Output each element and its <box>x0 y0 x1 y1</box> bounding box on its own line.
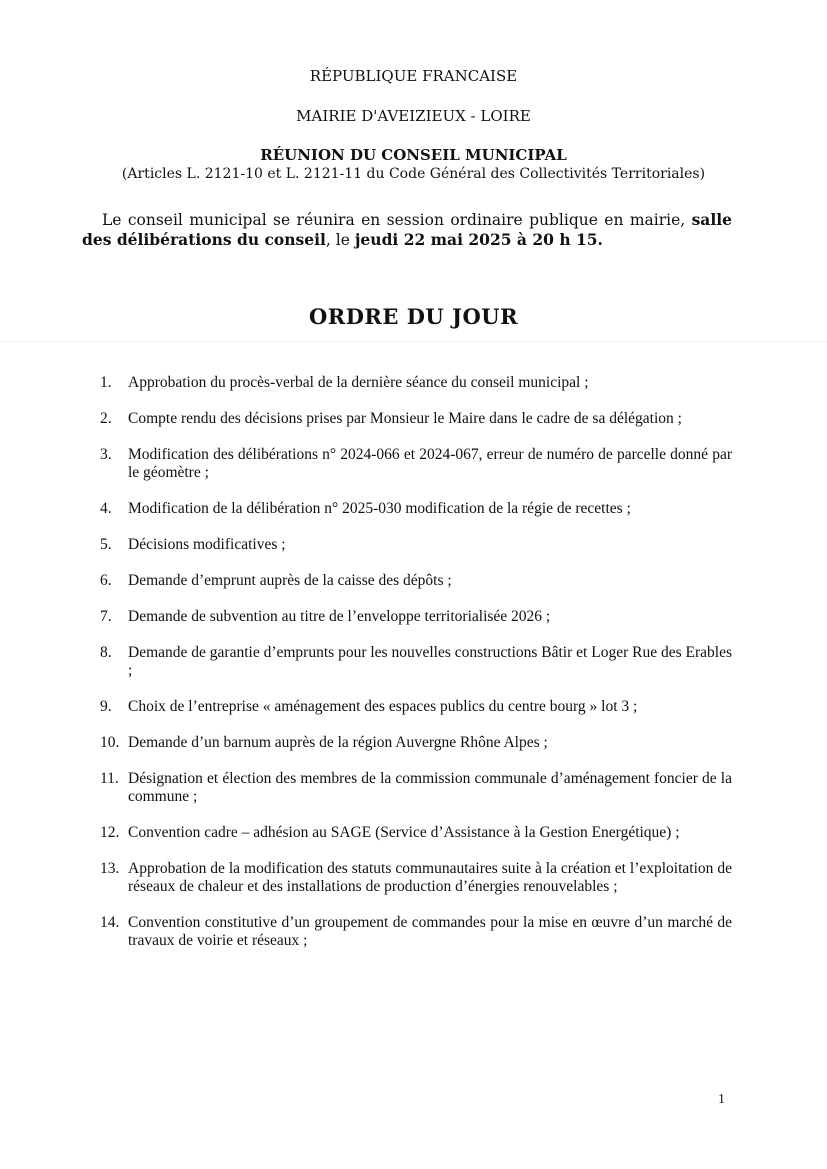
agenda-item <box>78 500 732 518</box>
agenda-item-number <box>78 446 128 482</box>
agenda-item-number <box>78 770 128 806</box>
agenda-item <box>78 824 732 842</box>
agenda-item-text: Convention cadre – adhésion au SAGE (Service d’Assistance à la Gestion Energétique) ; <box>128 824 680 841</box>
agenda-item-text: Modification de la délibération n° 2025-030 modification de la régie de recettes ; <box>128 500 631 517</box>
agenda-item-number-label: 5. <box>100 536 112 553</box>
agenda-item-number-label: 8. <box>100 644 112 661</box>
agenda-item <box>78 608 732 626</box>
meeting-announcement <box>82 210 732 250</box>
announcement-text: Le conseil municipal se réunira en session ordinaire publique en mairie, <box>102 211 692 229</box>
agenda-item-text: Décisions modificatives ; <box>128 536 286 553</box>
page-number: 1 <box>718 1092 725 1107</box>
agenda-item-number-label: 3. <box>100 446 112 463</box>
agenda-item-text: Choix de l’entreprise « aménagement des espaces publics du centre bourg » lot 3 ; <box>128 698 638 715</box>
agenda-item-number-label: 12. <box>100 824 120 841</box>
agenda-item-number-label: 10. <box>100 734 120 751</box>
agenda-item-number <box>78 374 128 392</box>
agenda-item-text: Désignation et élection des membres de la commission communale d’aménagement foncier de la commune ; <box>128 770 732 805</box>
agenda-item-text: Approbation de la modification des statuts communautaires suite à la création et l’exploitation de réseaux de chaleur et des installations de production d’énergies renouvelables ; <box>128 860 732 895</box>
agenda-item-number-label: 9. <box>100 698 112 715</box>
agenda-item-number-label: 1. <box>100 374 112 391</box>
legal-articles-reference: (Articles L. 2121-10 et L. 2121-11 du Code Général des Collectivités Territoriales) <box>121 166 706 182</box>
agenda-item-number <box>78 860 128 896</box>
agenda-item-number <box>78 608 128 626</box>
agenda-item-text: Modification des délibérations n° 2024-066 et 2024-067, erreur de numéro de parcelle donné par le géomètre ; <box>128 446 732 481</box>
agenda-item-text: Approbation du procès-verbal de la dernière séance du conseil municipal ; <box>128 374 589 391</box>
agenda-item-number-label: 4. <box>100 500 112 517</box>
agenda-item-text: Compte rendu des décisions prises par Monsieur le Maire dans le cadre de sa délégation ; <box>128 410 682 427</box>
agenda-item <box>78 860 732 896</box>
agenda-item-number <box>78 644 128 680</box>
meeting-date-time: jeudi 22 mai 2025 à 20 h 15. <box>354 230 603 249</box>
agenda-item-number <box>78 824 128 842</box>
agenda-title: ORDRE DU JOUR <box>308 304 519 329</box>
agenda-item-text: Demande d’emprunt auprès de la caisse des dépôts ; <box>128 572 452 589</box>
agenda-item <box>78 914 732 950</box>
agenda-item-number <box>78 734 128 752</box>
agenda-item <box>78 572 732 590</box>
agenda-item <box>78 644 732 680</box>
agenda-item <box>78 734 732 752</box>
agenda-item-number <box>78 572 128 590</box>
agenda-item-text: Convention constitutive d’un groupement de commandes pour la mise en œuvre d’un marché de travaux de voirie et réseaux ; <box>128 914 732 949</box>
divider <box>0 341 827 342</box>
reunion-title: RÉUNION DU CONSEIL MUNICIPAL <box>260 146 567 164</box>
mairie-heading: MAIRIE D'AVEIZIEUX - LOIRE <box>296 107 531 125</box>
agenda-item <box>78 446 732 482</box>
agenda-item <box>78 374 732 392</box>
agenda-item <box>78 536 732 554</box>
agenda-item <box>78 698 732 716</box>
agenda-list <box>78 374 732 968</box>
agenda-item-number <box>78 410 128 428</box>
republique-heading: RÉPUBLIQUE FRANCAISE <box>309 67 518 85</box>
agenda-item-text: Demande d’un barnum auprès de la région Auvergne Rhône Alpes ; <box>128 734 548 751</box>
agenda-item <box>78 410 732 428</box>
agenda-item-text: Demande de subvention au titre de l’enveloppe territorialisée 2026 ; <box>128 608 551 625</box>
agenda-item-number-label: 2. <box>100 410 112 427</box>
agenda-item-number <box>78 914 128 950</box>
agenda-item-number-label: 7. <box>100 608 112 625</box>
agenda-item-text: Demande de garantie d’emprunts pour les nouvelles constructions Bâtir et Loger Rue des Erables ; <box>128 644 732 679</box>
announcement-text: , le <box>325 231 355 249</box>
agenda-item-number-label: 6. <box>100 572 112 589</box>
meeting-room: salle des délibérations du conseil <box>82 210 732 249</box>
agenda-item-number-label: 14. <box>100 914 120 931</box>
agenda-item-number <box>78 500 128 518</box>
agenda-item-number <box>78 536 128 554</box>
agenda-item-number-label: 11. <box>100 770 119 787</box>
agenda-item-number-label: 13. <box>100 860 120 877</box>
agenda-item <box>78 770 732 806</box>
agenda-item-number <box>78 698 128 716</box>
